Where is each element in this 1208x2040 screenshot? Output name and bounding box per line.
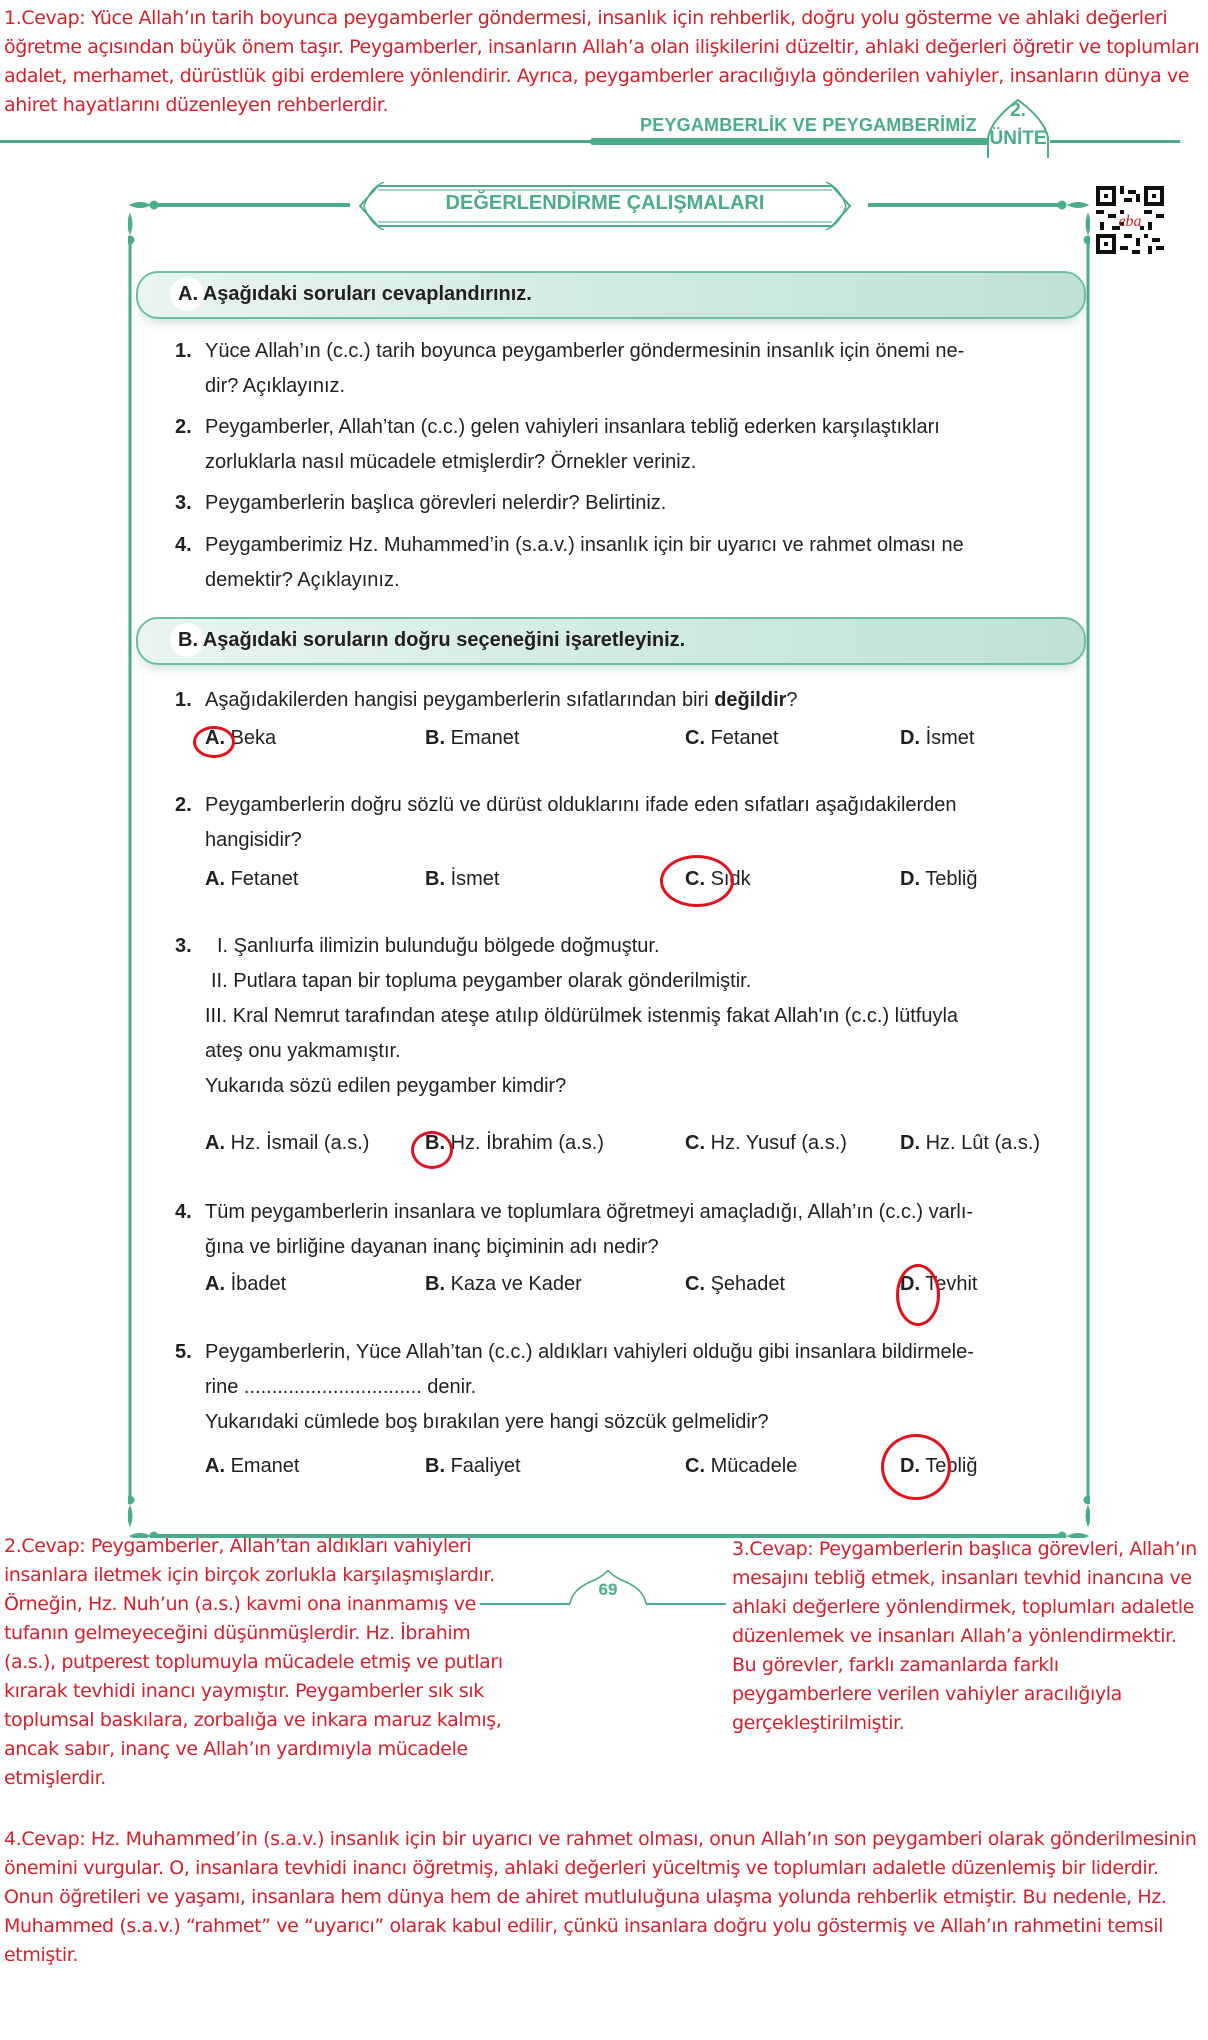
option-text: İsmet xyxy=(925,727,975,749)
option-letter: D. xyxy=(900,1273,920,1295)
answer-2-annotation: 2.Cevap: Peygamberler, Allah’tan aldıkları vahiyleri insanlara iletmek için birçok zorlukla karşılaşmışlardır. Örneğin, Hz. Nuh’un (a.s.) kavmi ona inanmamış ve tufanın gelmeyeceğini düşünmüşlerdir. Hz. İbrahim (a.s.), putperest toplumuyla mücadele etmiş ve putları kırarak tevhidi inancı yaymıştır. Peygamberler sık sık toplumsal baskılara, zorbalığa ve inkara maruz kalmış, ancak sabır, inanç ve Allah’ın yardımıyla mücadele etmişlerdir. xyxy=(4,1535,503,1789)
answer-mark-circle xyxy=(896,1264,940,1326)
options-q3 xyxy=(205,1132,1085,1162)
statement-iii-cont: ateş onu yakmamıştır. xyxy=(205,1040,401,1062)
section-b-title: Aşağıdaki soruların doğru seçeneğini işaretleyiniz. xyxy=(202,629,686,651)
question-text: Peygamberler, Allah’tan (c.c.) gelen vahiyleri insanlara tebliğ ederken karşılaştıkları xyxy=(205,416,940,438)
page-number-rule-right xyxy=(646,1603,726,1605)
answer-mark-circle xyxy=(193,726,235,758)
answer-3-annotation: 3.Cevap: Peygamberlerin başlıca görevleri, Allah’ın mesajını tebliğ etmek, insanları tevhid inancına ve ahlaki değerlere yönlendirmek, toplumları adaletle düzenlemek ve insanları Allah’a yönlendirmektir. Bu görevler, farklı zamanlarda farklı peygamberlere verilen vahiyler aracılığıyla gerçekleştirilmiştir. xyxy=(732,1538,1197,1734)
mc-question-4 xyxy=(175,1195,1085,1265)
option-text: İbadet xyxy=(230,1273,287,1295)
option-text: Tebliğ xyxy=(925,868,978,890)
option-c[interactable] xyxy=(685,1273,785,1296)
option-letter: B. xyxy=(425,727,445,749)
open-question xyxy=(175,528,1085,598)
option-d[interactable] xyxy=(900,727,974,750)
question-number: 4. xyxy=(175,534,192,556)
mc-question-5 xyxy=(175,1335,1085,1440)
options-q5 xyxy=(205,1455,1085,1485)
question-emphasis: değildir xyxy=(714,689,787,711)
question-text-cont: zorluklarla nasıl mücadele etmişlerdir? Örnekler veriniz. xyxy=(205,451,697,473)
open-question xyxy=(175,486,1085,521)
section-b-letter: B. xyxy=(178,629,198,651)
option-text: Tebliğ xyxy=(925,1455,978,1477)
option-text: Hz. İsmail (a.s.) xyxy=(230,1132,370,1154)
question-number: 2. xyxy=(175,416,192,438)
option-text: Kaza ve Kader xyxy=(450,1273,582,1295)
question-number: 1. xyxy=(175,340,192,362)
mc-question-1 xyxy=(175,683,1085,718)
question-text: Tüm peygamberlerin insanlara ve toplumlara öğretmeyi amaçladığı, Allah’ın (c.c.) varlı- xyxy=(205,1201,974,1223)
qr-code-icon xyxy=(1096,186,1164,254)
mc-question-2 xyxy=(175,788,1085,858)
question-prompt: Yukarıda sözü edilen peygamber kimdir? xyxy=(205,1075,567,1097)
option-a[interactable] xyxy=(205,1455,300,1478)
qr-logo: eba xyxy=(1118,213,1142,230)
statement-ii: II. Putlara tapan bir topluma peygamber olarak gönderilmiştir. xyxy=(211,970,752,992)
option-a[interactable] xyxy=(205,1273,286,1296)
option-letter: C. xyxy=(685,1132,705,1154)
option-text: Tevhit xyxy=(925,1273,978,1295)
option-text: Hz. Lût (a.s.) xyxy=(925,1132,1041,1154)
option-text: İsmet xyxy=(450,868,500,890)
header-rule-accent xyxy=(590,138,990,145)
option-text: Şehadet xyxy=(710,1273,786,1295)
question-text: Peygamberlerin, Yüce Allah’tan (c.c.) aldıkları vahiyleri olduğu gibi insanlara bildirmele- xyxy=(205,1341,974,1363)
option-c[interactable] xyxy=(685,1132,847,1155)
option-letter: A. xyxy=(205,1273,225,1295)
answer-mark-circle xyxy=(660,855,734,907)
options-q1 xyxy=(205,727,1085,757)
section-b-header xyxy=(136,617,1086,665)
option-letter: B. xyxy=(425,1273,445,1295)
open-question xyxy=(175,334,1085,404)
unit-badge xyxy=(985,98,1051,158)
question-text: Yüce Allah’ın (c.c.) tarih boyunca peygamberler göndermesinin insanlık için önemi ne- xyxy=(205,340,965,362)
section-a-header xyxy=(136,271,1086,319)
option-letter: B. xyxy=(425,1132,445,1154)
unit-label: ÜNİTE xyxy=(989,128,1047,149)
option-letter: D. xyxy=(900,727,920,749)
answer-mark-circle xyxy=(411,1131,453,1169)
option-letter: B. xyxy=(425,868,445,890)
question-text: Aşağıdakilerden hangisi peygamberlerin sıfatlarından biri xyxy=(205,689,715,711)
question-text: Peygamberimiz Hz. Muhammed’in (s.a.v.) insanlık için bir uyarıcı ve rahmet olması ne xyxy=(205,534,964,556)
option-text: Sıdk xyxy=(710,868,751,890)
answer-mark-circle xyxy=(881,1434,951,1500)
question-text-cont: rine ................................ denir. xyxy=(205,1376,477,1398)
option-letter: B. xyxy=(425,1455,445,1477)
option-text: Emanet xyxy=(450,727,520,749)
question-prompt: Yukarıdaki cümlede boş bırakılan yere hangi sözcük gelmelidir? xyxy=(205,1411,769,1433)
section-a-letter: A. xyxy=(178,283,198,305)
option-text: Hz. İbrahim (a.s.) xyxy=(450,1132,604,1154)
header-rule-right xyxy=(1050,140,1180,143)
chapter-title: PEYGAMBERLİK VE PEYGAMBERİMİZ xyxy=(640,115,977,135)
unit-number: 2. xyxy=(1010,100,1026,121)
question-number: 3. xyxy=(175,492,192,514)
option-b[interactable] xyxy=(425,727,520,750)
option-letter: A. xyxy=(205,727,225,749)
option-text: Beka xyxy=(230,727,277,749)
option-c[interactable] xyxy=(685,727,778,750)
question-number: 5. xyxy=(175,1341,192,1363)
option-c[interactable] xyxy=(685,1455,797,1478)
question-text-cont: dir? Açıklayınız. xyxy=(205,375,346,397)
mc-question-3 xyxy=(175,929,1085,1104)
option-b[interactable] xyxy=(425,1273,582,1296)
option-text: Fetanet xyxy=(710,727,779,749)
option-letter: A. xyxy=(205,868,225,890)
option-letter: A. xyxy=(205,1455,225,1477)
question-text: Peygamberlerin başlıca görevleri nelerdir? Belirtiniz. xyxy=(205,492,667,514)
option-text: Fetanet xyxy=(230,868,299,890)
option-letter: A. xyxy=(205,1132,225,1154)
page-number-badge xyxy=(560,1570,656,1606)
option-b[interactable] xyxy=(425,868,499,891)
question-number: 2. xyxy=(175,794,192,816)
option-text: Faaliyet xyxy=(450,1455,521,1477)
option-text: Emanet xyxy=(230,1455,300,1477)
qr-code[interactable] xyxy=(1096,186,1164,254)
question-text-cont: hangisidir? xyxy=(205,829,302,851)
option-letter: C. xyxy=(685,727,705,749)
option-a[interactable] xyxy=(205,868,298,891)
options-q2 xyxy=(205,868,1085,898)
question-number: 1. xyxy=(175,689,192,711)
option-d[interactable] xyxy=(900,1132,1040,1155)
question-text-cont: demektir? Açıklayınız. xyxy=(205,569,400,591)
option-letter: C. xyxy=(685,1273,705,1295)
page-number: 69 xyxy=(598,1580,618,1599)
banner-title: DEĞERLENDİRME ÇALIŞMALARI xyxy=(445,192,765,214)
option-a[interactable] xyxy=(205,1132,369,1155)
title-banner xyxy=(350,182,860,230)
option-letter: C. xyxy=(685,868,705,890)
question-mark: ? xyxy=(786,689,798,711)
option-b[interactable] xyxy=(425,1455,521,1478)
answer-1-annotation: 1.Cevap: Yüce Allah’ın tarih boyunca peygamberler göndermesi, insanlık için rehberlik, doğru yolu gösterme ve ahlaki değerleri öğretme açısından büyük önem taşır. Peygamberler, insanların Allah’a olan ilişkilerini düzeltir, ahlaki değerleri öğretir ve toplumları adalet, merhamet, dürüstlük gibi erdemlere yönlendirir. Ayrıca, peygamberler aracılığıyla gönderilen vahiyler, insanların dünya ve ahiret hayatlarını düzenleyen rehberlerdir. xyxy=(4,7,1200,116)
option-letter: D. xyxy=(900,868,920,890)
answer-4-annotation: 4.Cevap: Hz. Muhammed’in (s.a.v.) insanlık için bir uyarıcı ve rahmet olması, onun Allah’ın son peygamberi olarak gönderilmesinin önemini vurgular. O, insanlara tevhidi inancı öğretmiş, ahlaki değerleri yüceltmiş ve toplumları adaletle düzenlemiş bir liderdir. Onun öğretileri ve yaşamı, insanlara hem dünya hem de ahiret mutluluğuna ulaşma yolunda rehberlik etmiştir. Bu nedenle, Hz. Muhammed (s.a.v.) “rahmet” ve “uyarıcı” olarak kabul edilir, çünkü insanlara doğru yolu göstermiş ve Allah’ın rahmetini temsil etmiştir. xyxy=(4,1828,1197,1966)
option-text: Mücadele xyxy=(710,1455,798,1477)
options-q4 xyxy=(205,1273,1085,1303)
section-a-title: Aşağıdaki soruları cevaplandırınız. xyxy=(202,283,532,305)
question-number: 3. xyxy=(175,935,192,957)
option-letter: D. xyxy=(900,1455,920,1477)
open-question xyxy=(175,410,1085,480)
statement-i: I. Şanlıurfa ilimizin bulunduğu bölgede doğmuştur. xyxy=(217,935,660,957)
option-d[interactable] xyxy=(900,868,977,891)
question-number: 4. xyxy=(175,1201,192,1223)
option-letter: D. xyxy=(900,1132,920,1154)
option-text: Hz. Yusuf (a.s.) xyxy=(710,1132,847,1154)
question-text: Peygamberlerin doğru sözlü ve dürüst olduklarını ifade eden sıfatları aşağıdakilerden xyxy=(205,794,957,816)
option-letter: C. xyxy=(685,1455,705,1477)
statement-iii: III. Kral Nemrut tarafından ateşe atılıp öldürülmek istenmiş fakat Allah'ın (c.c.) lütfuyla xyxy=(205,1005,959,1027)
question-text-cont: ğına ve birliğine dayanan inanç biçiminin adı nedir? xyxy=(205,1236,659,1258)
